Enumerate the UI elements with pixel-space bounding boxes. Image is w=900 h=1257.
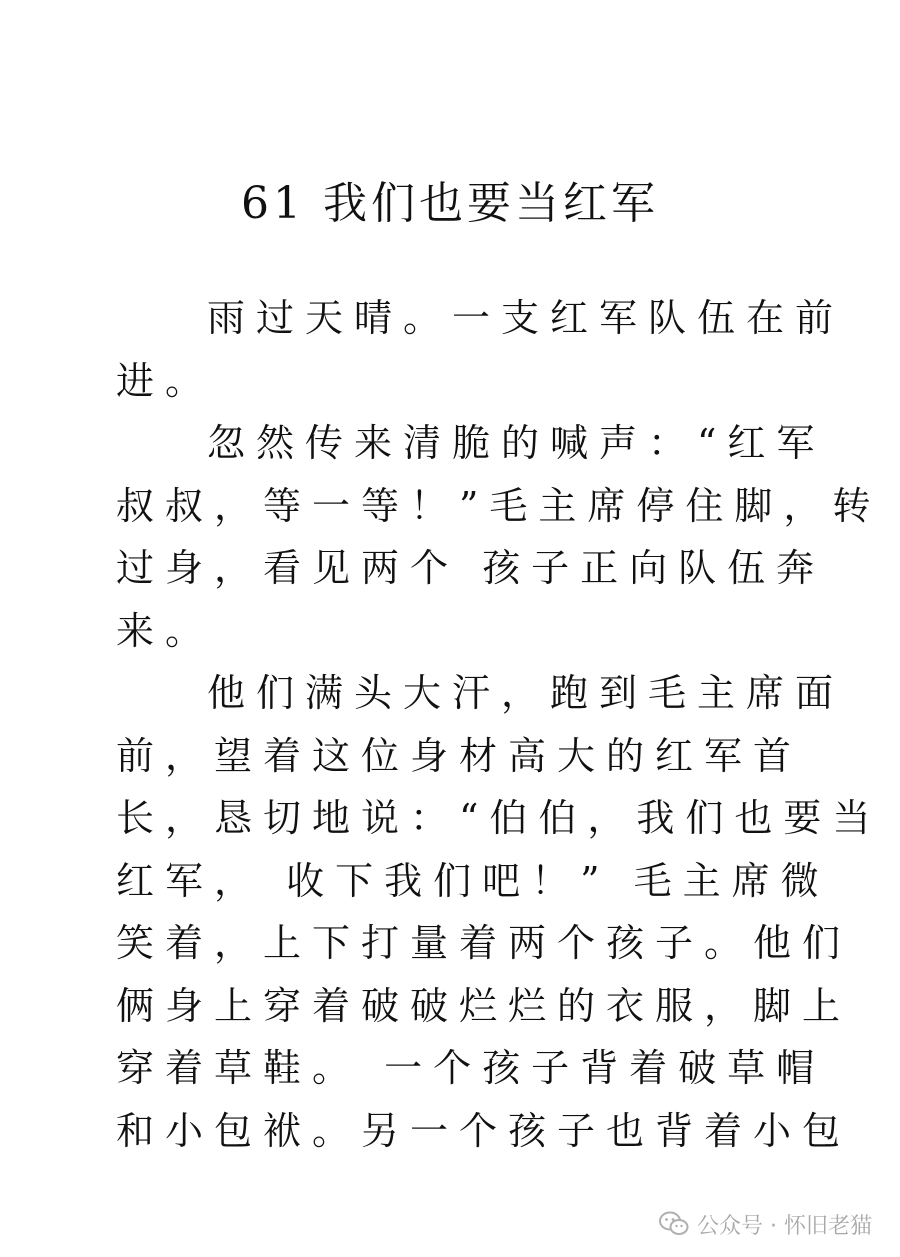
wechat-icon — [659, 1211, 689, 1237]
text-line: 他们满头大汗，跑到毛主席面 — [207, 671, 845, 715]
text-line: 进。 — [116, 358, 215, 403]
watermark-text: 公众号 · 怀旧老猫 — [697, 1213, 872, 1239]
text-line: 长，恳切地说：“伯伯，我们也要当 — [116, 796, 882, 840]
text-line: 忽然传来清脆的喊声：“红军 — [207, 421, 826, 465]
text-line: 叔叔，等一等！”毛主席停住脚，转 — [116, 483, 882, 528]
text-line: 俩身上穿着破破烂烂的衣服，脚上 — [116, 983, 852, 1028]
text-line: 来。 — [116, 608, 215, 653]
text-line: 过身，看见两个 孩子正向队伍奔 — [116, 546, 826, 590]
story-body — [116, 287, 882, 1162]
text-line: 雨过天晴。一支红军队伍在前 — [207, 296, 845, 340]
text-line: 红军， 收下我们吧！” 毛主席微 — [116, 858, 830, 903]
watermark — [659, 1209, 872, 1239]
text-line: 前，望着这位身材高大的红军首 — [116, 733, 803, 778]
page-title: 61 我们也要当红军 — [241, 178, 659, 229]
text-line: 笑着，上下打量着两个孩子。他们 — [116, 921, 852, 965]
text-line: 穿着草鞋。 一个孩子背着破草帽 — [116, 1046, 826, 1090]
text-line: 和小包袱。另一个孩子也背着小包 — [116, 1108, 852, 1153]
